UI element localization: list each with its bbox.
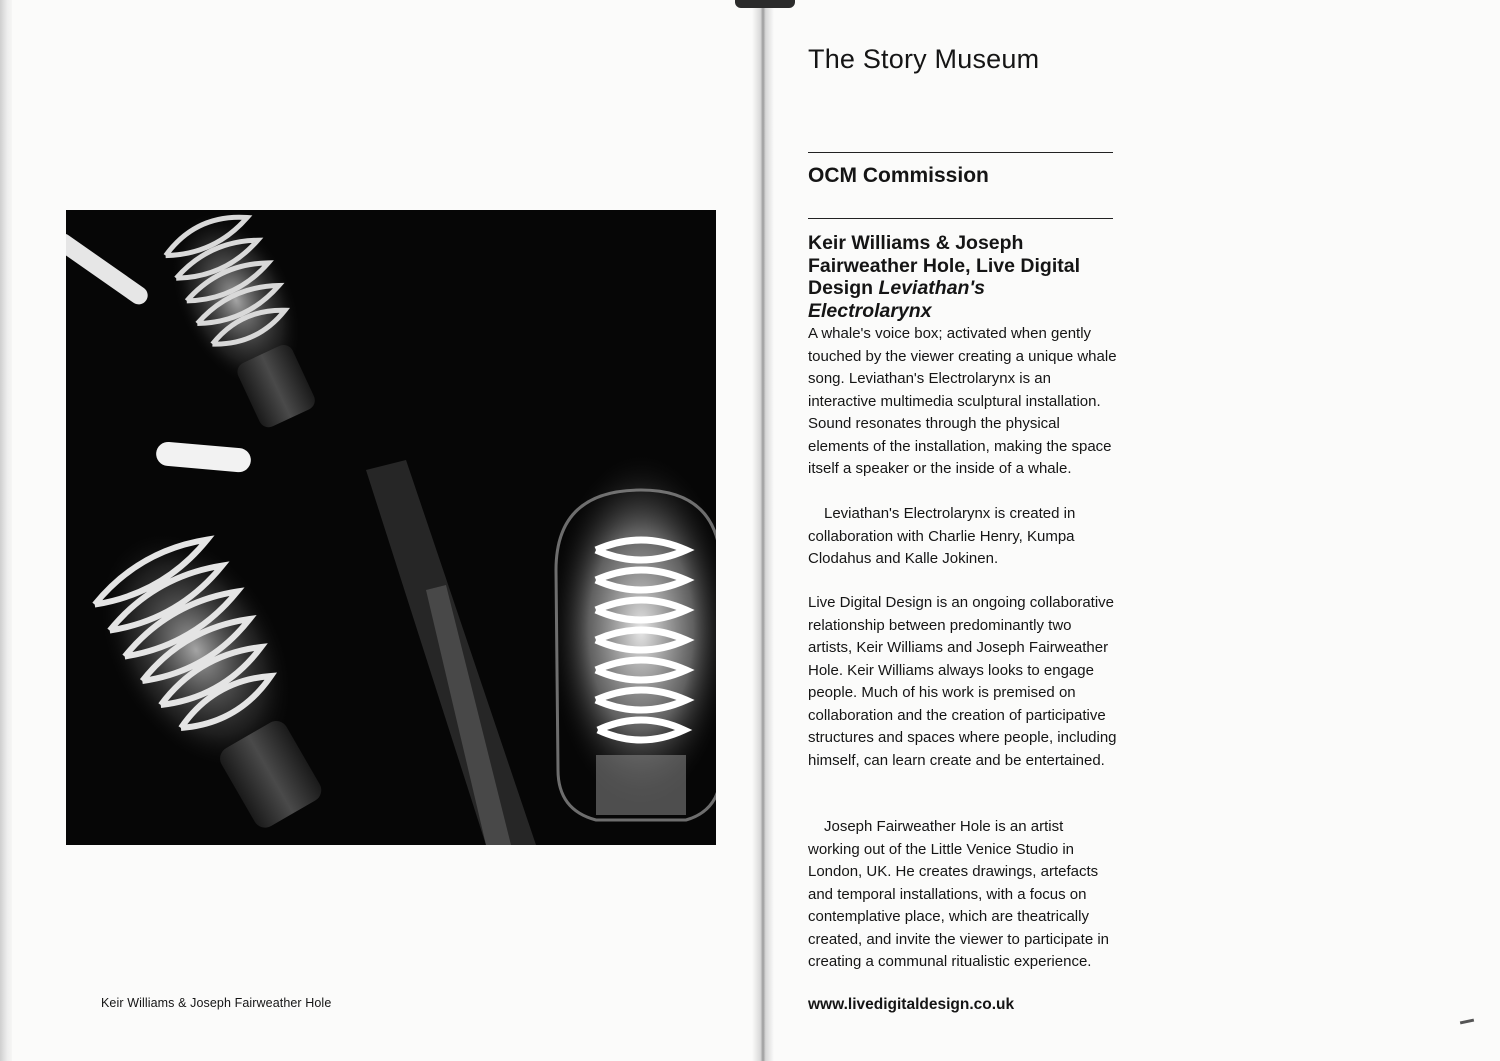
book-gutter: [752, 0, 774, 1061]
collaboration-paragraph: Leviathan's Electrolarynx is created in collaboration with Charlie Henry, Kumpa Clodahus and Kalle Jokinen.: [808, 505, 1076, 567]
installation-photo: [66, 210, 716, 845]
description-paragraph: A whale's voice box; activated when gently touched by the viewer creating a unique whale song. Leviathan's Electrolarynx is an interactive multimedia sculptural installation. Sound resonates through the physical elements of the installation, making the space itself a speaker or the inside of a whale.: [808, 325, 1117, 477]
page-title: The Story Museum: [808, 44, 1040, 74]
photo-caption: Keir Williams & Joseph Fairweather Hole: [101, 996, 332, 1010]
scan-clip: [735, 0, 795, 8]
artist-bio-paragraph: Joseph Fairweather Hole is an artist working out of the Little Venice Studio in London, UK. He creates drawings, artefacts and temporal installations, with a focus on contemplative place, which are theatrically created, and invite the viewer to participate in creating a communal ritualistic experience.: [808, 818, 1110, 970]
divider: [808, 218, 1113, 219]
work-title: Leviathan's Electrolarynx: [808, 277, 985, 322]
website-url: www.livedigitaldesign.co.uk: [808, 996, 1015, 1013]
filament-bulbs-image: [66, 210, 716, 845]
work-heading: [808, 232, 1113, 322]
section-label: OCM Commission: [808, 164, 989, 187]
artist-bio-paragraph: Live Digital Design is an ongoing collaborative relationship between predominantly two artists, Keir Williams and Joseph Fairweather Hole. Keir Williams always looks to engage people. Much of his work is premised on collaboration and the creation of participative structures and spaces where people, including himself, can learn create and be entertained.: [808, 594, 1117, 769]
divider: [808, 152, 1113, 153]
page-edge-left: [0, 0, 12, 1061]
artists-name: Keir Williams & Joseph Fairweather Hole, Live Digital Design: [808, 232, 1080, 299]
